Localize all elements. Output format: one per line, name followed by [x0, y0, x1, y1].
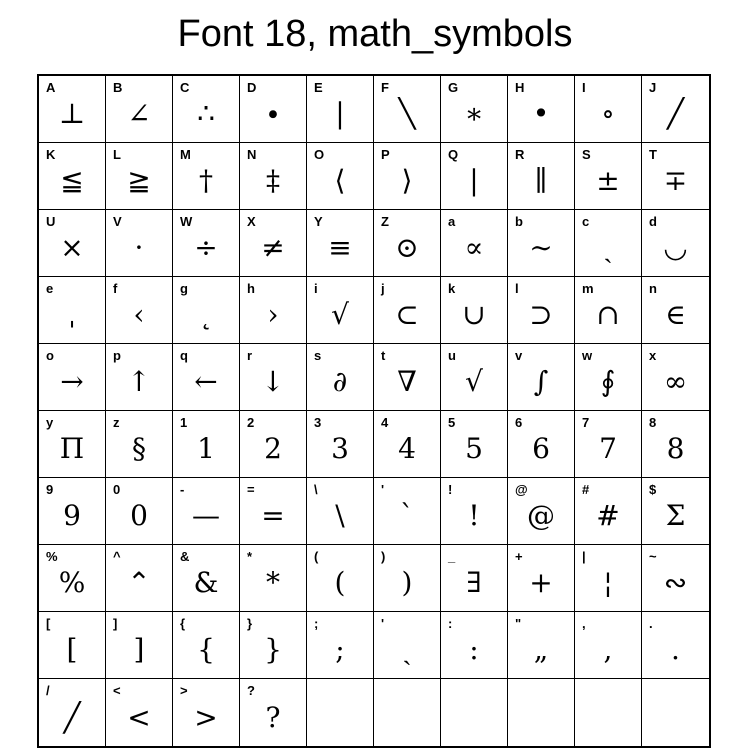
- glyph-cell: [173, 679, 240, 746]
- glyph-symbol: ÷: [194, 231, 218, 264]
- glyph-key-label: g: [180, 281, 188, 296]
- glyph-key-label: c: [582, 214, 590, 229]
- glyph-symbol: ˋ: [400, 499, 414, 532]
- glyph-symbol: *: [266, 566, 280, 599]
- glyph-cell: [173, 612, 240, 679]
- glyph-symbol: 6: [532, 432, 550, 465]
- glyph-symbol: ╱: [667, 97, 684, 130]
- glyph-cell: [374, 210, 441, 277]
- glyph-key-label: X: [247, 214, 256, 229]
- glyph-symbol: %: [58, 566, 86, 599]
- glyph-symbol: =: [261, 499, 285, 532]
- glyph-symbol: [642, 693, 709, 742]
- glyph-key-label: $: [649, 482, 657, 497]
- glyph-cell: [441, 143, 508, 210]
- page-title: Font 18, math_symbols: [177, 13, 573, 55]
- glyph-key-label: +: [515, 549, 523, 564]
- glyph-symbol: [374, 693, 440, 742]
- glyph-cell: [575, 277, 642, 344]
- glyph-symbol: ∪: [462, 298, 486, 331]
- glyph-key-label: W: [180, 214, 193, 229]
- glyph-symbol: ›: [267, 298, 279, 331]
- glyph-symbol: |: [335, 97, 345, 130]
- glyph-cell: [441, 210, 508, 277]
- glyph-key-label: ,: [582, 616, 586, 631]
- glyph-key-label: j: [381, 281, 385, 296]
- glyph-key-label: 8: [649, 415, 657, 430]
- glyph-symbol: ˏ: [603, 231, 613, 264]
- glyph-symbol: ,: [603, 633, 613, 666]
- glyph-key-label: q: [180, 348, 188, 363]
- glyph-key-label: (: [314, 549, 319, 564]
- glyph-key-label: ;: [314, 616, 319, 631]
- glyph-key-label: &: [180, 549, 190, 564]
- glyph-cell: [106, 143, 173, 210]
- glyph-symbol: <: [127, 700, 151, 734]
- glyph-key-label: G: [448, 80, 459, 95]
- glyph-symbol: ∝: [464, 231, 484, 264]
- glyph-key-label: z: [113, 415, 120, 430]
- glyph-key-label: p: [113, 348, 121, 363]
- glyph-cell: [642, 277, 709, 344]
- glyph-symbol: ⟨: [334, 164, 346, 197]
- glyph-key-label: 5: [448, 415, 456, 430]
- glyph-cell: [374, 344, 441, 411]
- glyph-key-label: 1: [180, 415, 188, 430]
- glyph-cell: [508, 277, 575, 344]
- glyph-key-label: M: [180, 147, 191, 162]
- glyph-key-label: a: [448, 214, 456, 229]
- glyph-symbol: †: [199, 164, 213, 197]
- glyph-cell: [39, 344, 106, 411]
- glyph-symbol: ∠: [127, 97, 151, 130]
- glyph-key-label: _: [448, 549, 456, 564]
- glyph-symbol: @: [527, 499, 555, 532]
- glyph-cell: [240, 679, 307, 746]
- glyph-symbol: ˌ: [68, 298, 76, 331]
- glyph-key-label: i: [314, 281, 318, 296]
- glyph-symbol: }: [264, 633, 282, 666]
- glyph-cell: [240, 411, 307, 478]
- glyph-symbol: ⌃: [127, 566, 151, 599]
- glyph-cell: [240, 210, 307, 277]
- glyph-key-label: =: [247, 482, 255, 497]
- glyph-key-label: w: [582, 348, 593, 363]
- glyph-symbol: [: [66, 633, 78, 666]
- glyph-symbol: ?: [265, 700, 281, 734]
- glyph-key-label: 2: [247, 415, 255, 430]
- glyph-symbol: \: [335, 499, 345, 532]
- glyph-symbol: ↑: [127, 365, 151, 398]
- glyph-key-label: ?: [247, 683, 255, 698]
- glyph-symbol: ∾: [663, 566, 688, 599]
- glyph-symbol: ˏ: [402, 633, 412, 666]
- glyph-cell: [106, 76, 173, 143]
- glyph-cell: [642, 76, 709, 143]
- glyph-cell: [307, 76, 374, 143]
- glyph-cell: [508, 411, 575, 478]
- glyph-cell: [508, 76, 575, 143]
- glyph-cell: [374, 478, 441, 545]
- glyph-symbol: 3: [331, 432, 349, 465]
- glyph-symbol: ≧: [127, 164, 151, 197]
- glyph-key-label: Y: [314, 214, 323, 229]
- glyph-cell: [39, 612, 106, 679]
- glyph-cell: [307, 478, 374, 545]
- glyph-symbol: ]: [133, 633, 145, 666]
- glyph-symbol: #: [596, 499, 620, 532]
- glyph-cell: [575, 478, 642, 545]
- glyph-key-label: ': [381, 616, 385, 631]
- glyph-symbol: ∈: [665, 298, 686, 331]
- glyph-key-label: 7: [582, 415, 590, 430]
- glyph-cell: [575, 679, 642, 746]
- glyph-cell: [307, 210, 374, 277]
- glyph-symbol: Σ: [665, 499, 686, 532]
- glyph-symbol: ∩: [596, 298, 620, 331]
- glyph-key-label: E: [314, 80, 323, 95]
- glyph-cell: [441, 277, 508, 344]
- glyph-cell: [106, 210, 173, 277]
- glyph-cell: [441, 344, 508, 411]
- glyph-cell: [374, 143, 441, 210]
- glyph-key-label: l: [515, 281, 519, 296]
- glyph-key-label: L: [113, 147, 121, 162]
- glyph-cell: [106, 679, 173, 746]
- glyph-key-label: A: [46, 80, 56, 95]
- glyph-cell: [39, 478, 106, 545]
- glyph-key-label: ': [381, 482, 385, 497]
- glyph-cell: [575, 344, 642, 411]
- glyph-cell: [508, 478, 575, 545]
- glyph-key-label: }: [247, 616, 253, 631]
- glyph-key-label: s: [314, 348, 322, 363]
- glyph-symbol: →: [60, 365, 84, 398]
- glyph-cell: [508, 545, 575, 612]
- glyph-cell: [575, 76, 642, 143]
- glyph-cell: [173, 545, 240, 612]
- glyph-cell: [106, 411, 173, 478]
- glyph-cell: [642, 478, 709, 545]
- glyph-key-label: C: [180, 80, 190, 95]
- glyph-symbol: [508, 693, 574, 742]
- glyph-key-label: k: [448, 281, 456, 296]
- glyph-cell: [39, 210, 106, 277]
- glyph-symbol: •: [532, 97, 550, 130]
- glyph-cell: [441, 411, 508, 478]
- glyph-cell: [508, 344, 575, 411]
- glyph-cell: [173, 76, 240, 143]
- glyph-key-label: |: [582, 549, 586, 564]
- glyph-symbol: {: [197, 633, 215, 666]
- glyph-key-label: ^: [113, 549, 121, 564]
- glyph-key-label: !: [448, 482, 453, 497]
- glyph-key-label: Q: [448, 147, 459, 162]
- glyph-symbol: |: [469, 164, 479, 197]
- glyph-symbol: ≦: [60, 164, 84, 197]
- glyph-symbol: ;: [335, 633, 345, 666]
- glyph-symbol: [575, 693, 641, 742]
- glyph-cell: [106, 277, 173, 344]
- glyph-symbol: ↓: [261, 365, 285, 398]
- glyph-symbol: +: [529, 566, 553, 599]
- glyph-key-label: D: [247, 80, 257, 95]
- glyph-symbol: ╲: [398, 97, 416, 130]
- glyph-cell: [173, 411, 240, 478]
- glyph-key-label: U: [46, 214, 56, 229]
- glyph-key-label: J: [649, 80, 657, 95]
- glyph-symbol: ◡: [663, 231, 688, 264]
- glyph-cell: [642, 545, 709, 612]
- glyph-key-label: v: [515, 348, 523, 363]
- glyph-cell: [575, 210, 642, 277]
- glyph-key-label: r: [247, 348, 253, 363]
- glyph-key-label: 6: [515, 415, 523, 430]
- glyph-symbol: :: [469, 633, 479, 666]
- glyph-symbol: ×: [60, 231, 84, 264]
- glyph-symbol: 5: [465, 432, 483, 465]
- glyph-symbol: 9: [63, 499, 81, 532]
- glyph-cell: [642, 679, 709, 746]
- glyph-symbol: [441, 693, 507, 742]
- glyph-cell: [642, 344, 709, 411]
- glyph-cell: [508, 210, 575, 277]
- glyph-cell: [307, 612, 374, 679]
- glyph-cell: [642, 612, 709, 679]
- glyph-key-label: %: [46, 549, 58, 564]
- glyph-cell: [508, 143, 575, 210]
- glyph-cell: [173, 210, 240, 277]
- glyph-symbol: ∗: [464, 97, 484, 130]
- glyph-cell: [307, 277, 374, 344]
- glyph-key-label: T: [649, 147, 657, 162]
- glyph-symbol: ╱: [63, 700, 81, 734]
- glyph-key-label: t: [381, 348, 386, 363]
- glyph-symbol: ‡: [266, 164, 280, 197]
- glyph-key-label: R: [515, 147, 525, 162]
- glyph-key-label: e: [46, 281, 54, 296]
- glyph-cell: [441, 545, 508, 612]
- glyph-key-label: f: [113, 281, 118, 296]
- glyph-cell: [642, 411, 709, 478]
- glyph-cell: [374, 76, 441, 143]
- glyph-symbol: ⟩: [401, 164, 413, 197]
- glyph-cell: [173, 478, 240, 545]
- glyph-symbol: ⊥: [58, 97, 86, 130]
- glyph-cell: [441, 679, 508, 746]
- glyph-symbol: ⊃: [529, 298, 553, 331]
- glyph-symbol: ←: [194, 365, 218, 398]
- glyph-key-label: @: [515, 482, 528, 497]
- glyph-symbol: 0: [130, 499, 148, 532]
- glyph-key-label: #: [582, 482, 590, 497]
- glyph-key-label: I: [582, 80, 586, 95]
- glyph-symbol: ): [401, 566, 413, 599]
- glyph-symbol: 4: [398, 432, 416, 465]
- glyph-cell: [173, 344, 240, 411]
- glyph-key-label: <: [113, 683, 121, 698]
- glyph-key-label: u: [448, 348, 456, 363]
- glyph-symbol: ≡: [328, 231, 352, 264]
- glyph-key-label: V: [113, 214, 122, 229]
- glyph-key-label: ): [381, 549, 386, 564]
- glyph-symbol: Π: [59, 432, 85, 465]
- glyph-symbol: ∼: [529, 231, 553, 264]
- glyph-symbol: ∞: [663, 365, 688, 398]
- glyph-symbol: ⊙: [395, 231, 419, 264]
- glyph-cell: [106, 545, 173, 612]
- glyph-key-label: m: [582, 281, 594, 296]
- glyph-symbol: ·: [134, 231, 144, 264]
- glyph-symbol: ∴: [197, 97, 215, 130]
- glyph-key-label: :: [448, 616, 453, 631]
- glyph-cell: [39, 143, 106, 210]
- glyph-symbol: 7: [599, 432, 617, 465]
- glyph-symbol: „: [533, 633, 549, 666]
- glyph-key-label: [: [46, 616, 51, 631]
- glyph-symbol: ‹: [133, 298, 145, 331]
- glyph-cell: [307, 411, 374, 478]
- glyph-cell: [39, 679, 106, 746]
- glyph-key-label: ]: [113, 616, 118, 631]
- glyph-cell: [575, 411, 642, 478]
- glyph-symbol: —: [192, 499, 220, 532]
- glyph-symbol: ∙: [266, 97, 280, 130]
- glyph-cell: [39, 545, 106, 612]
- glyph-key-label: x: [649, 348, 657, 363]
- glyph-symbol: (: [334, 566, 346, 599]
- glyph-cell: [642, 143, 709, 210]
- glyph-cell: [240, 478, 307, 545]
- glyph-cell: [307, 143, 374, 210]
- glyph-key-label: *: [247, 549, 253, 564]
- glyph-cell: [374, 411, 441, 478]
- glyph-symbol: 1: [197, 432, 215, 465]
- glyph-cell: [508, 612, 575, 679]
- glyph-cell: [39, 411, 106, 478]
- glyph-symbol: ≠: [261, 231, 285, 264]
- glyph-cell: [240, 76, 307, 143]
- glyph-key-label: 0: [113, 482, 121, 497]
- glyph-cell: [240, 143, 307, 210]
- glyph-key-label: o: [46, 348, 54, 363]
- glyph-cell: [575, 545, 642, 612]
- glyph-cell: [106, 478, 173, 545]
- glyph-symbol: ∂: [332, 365, 348, 398]
- glyph-key-label: y: [46, 415, 54, 430]
- glyph-key-label: \: [314, 482, 318, 497]
- glyph-symbol: √: [331, 298, 349, 331]
- glyph-symbol: ∓: [663, 164, 688, 197]
- glyph-cell: [374, 277, 441, 344]
- glyph-key-label: B: [113, 80, 123, 95]
- glyph-symbol: 2: [264, 432, 282, 465]
- glyph-key-label: S: [582, 147, 591, 162]
- glyph-symbol: >: [194, 700, 218, 734]
- glyph-key-label: -: [180, 482, 185, 497]
- glyph-key-label: b: [515, 214, 523, 229]
- glyph-symbol: ±: [596, 164, 620, 197]
- glyph-cell: [240, 277, 307, 344]
- glyph-key-label: O: [314, 147, 325, 162]
- glyph-symbol: ∃: [466, 566, 482, 599]
- glyph-cell: [240, 545, 307, 612]
- glyph-cell: [39, 76, 106, 143]
- glyph-key-label: n: [649, 281, 657, 296]
- glyph-key-label: N: [247, 147, 257, 162]
- glyph-key-label: ~: [649, 549, 657, 564]
- glyph-symbol: &: [193, 566, 219, 599]
- glyph-cell: [508, 679, 575, 746]
- glyph-key-label: H: [515, 80, 525, 95]
- glyph-cell: [441, 76, 508, 143]
- glyph-symbol: ∘: [601, 97, 615, 130]
- glyph-key-label: ": [515, 616, 522, 631]
- glyph-cell: [441, 612, 508, 679]
- glyph-cell: [642, 210, 709, 277]
- glyph-grid: [37, 74, 711, 748]
- glyph-cell: [374, 612, 441, 679]
- glyph-key-label: .: [649, 616, 653, 631]
- glyph-key-label: >: [180, 683, 188, 698]
- glyph-cell: [106, 612, 173, 679]
- glyph-symbol: ¦: [603, 566, 613, 599]
- glyph-cell: [441, 478, 508, 545]
- glyph-key-label: h: [247, 281, 255, 296]
- glyph-cell: [307, 545, 374, 612]
- glyph-symbol: 8: [666, 432, 685, 465]
- glyph-cell: [575, 612, 642, 679]
- glyph-cell: [240, 612, 307, 679]
- glyph-symbol: ∇: [397, 365, 417, 398]
- glyph-symbol: ˛: [199, 298, 213, 331]
- glyph-key-label: P: [381, 147, 390, 162]
- glyph-symbol: ∮: [600, 365, 616, 398]
- glyph-symbol: !: [468, 499, 480, 532]
- glyph-key-label: F: [381, 80, 389, 95]
- glyph-cell: [173, 143, 240, 210]
- glyph-cell: [106, 344, 173, 411]
- glyph-cell: [240, 344, 307, 411]
- glyph-key-label: K: [46, 147, 56, 162]
- glyph-key-label: 9: [46, 482, 54, 497]
- glyph-key-label: /: [46, 683, 50, 698]
- glyph-key-label: Z: [381, 214, 389, 229]
- glyph-symbol: ⊂: [395, 298, 419, 331]
- glyph-symbol: ∥: [534, 164, 548, 197]
- glyph-key-label: {: [180, 616, 186, 631]
- glyph-key-label: d: [649, 214, 657, 229]
- glyph-cell: [575, 143, 642, 210]
- glyph-key-label: 4: [381, 415, 389, 430]
- glyph-cell: [374, 679, 441, 746]
- glyph-cell: [307, 344, 374, 411]
- glyph-symbol: .: [671, 633, 680, 666]
- glyph-cell: [173, 277, 240, 344]
- glyph-symbol: [307, 693, 373, 742]
- glyph-symbol: ∫: [533, 365, 549, 398]
- glyph-cell: [39, 277, 106, 344]
- glyph-symbol: √: [465, 365, 483, 398]
- glyph-cell: [307, 679, 374, 746]
- glyph-key-label: 3: [314, 415, 322, 430]
- glyph-symbol: §: [132, 432, 146, 465]
- glyph-cell: [374, 545, 441, 612]
